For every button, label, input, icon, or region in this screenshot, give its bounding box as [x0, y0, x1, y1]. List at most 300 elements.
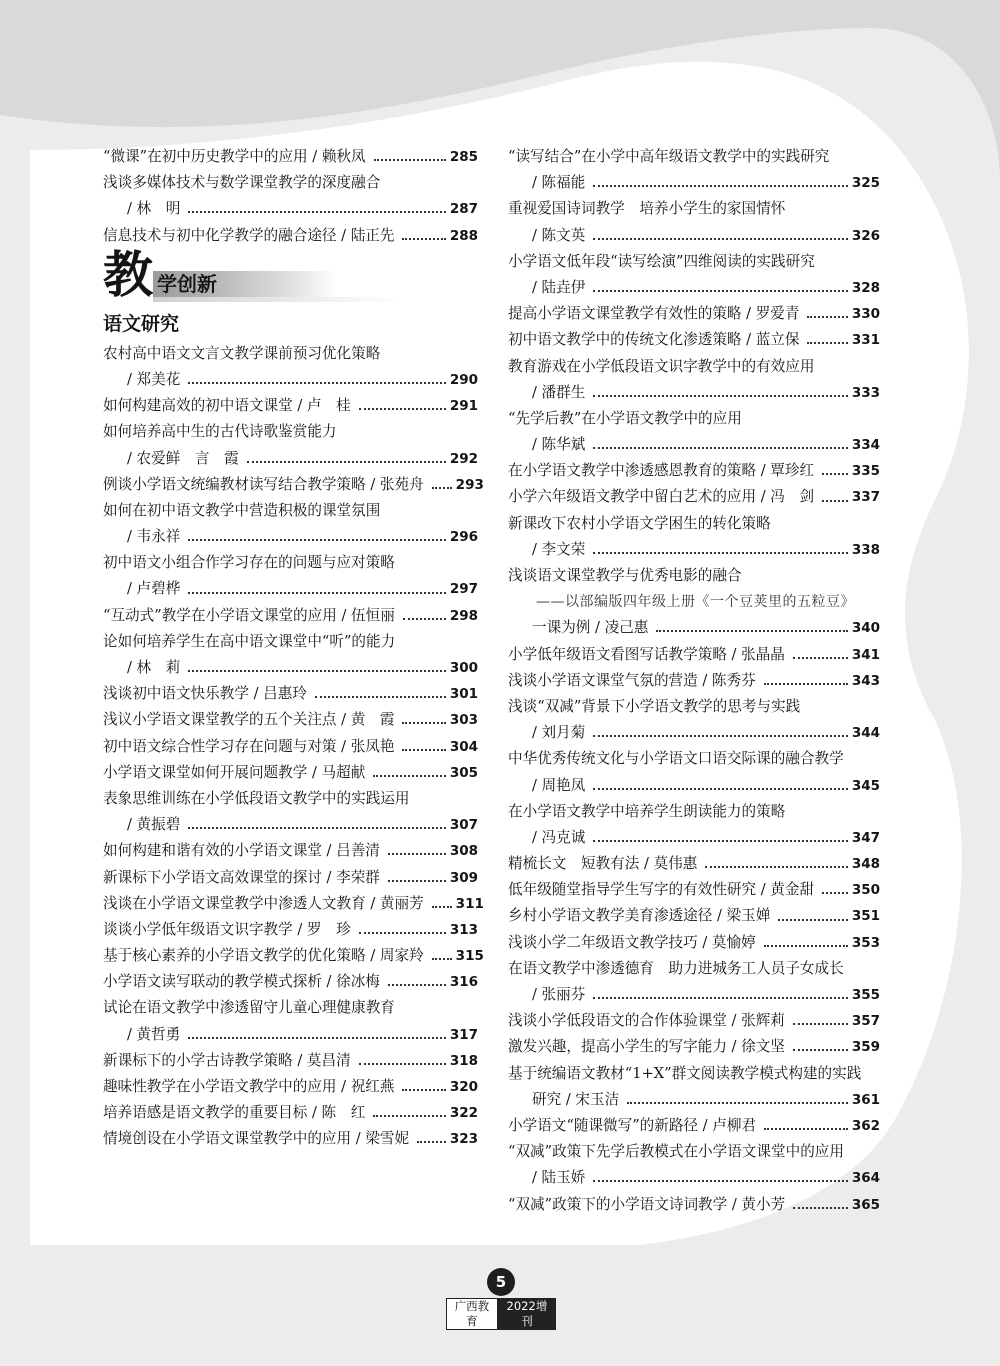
entry-page: 296 — [449, 529, 478, 546]
toc-entry[interactable] — [103, 760, 478, 786]
toc-entry[interactable] — [508, 956, 880, 1008]
entry-page: 353 — [851, 934, 880, 951]
entry-line — [508, 642, 880, 668]
entry-author-line — [103, 446, 478, 472]
toc-entry[interactable] — [103, 891, 484, 917]
leader-dots — [359, 932, 446, 934]
entry-author: / 张丽芬 — [532, 986, 586, 1003]
leader-dots — [417, 1141, 446, 1143]
leader-dots — [373, 1115, 446, 1117]
leader-dots — [374, 159, 446, 161]
entry-page: 304 — [449, 738, 478, 755]
toc-entry[interactable] — [103, 170, 478, 222]
entry-page: 293 — [455, 476, 484, 493]
entry-title: 初中语文综合性学习存在问题与对策 / 张凤艳 — [103, 737, 395, 755]
leader-dots — [188, 827, 445, 829]
toc-entry[interactable] — [508, 249, 880, 301]
entry-line — [103, 891, 484, 917]
toc-entry[interactable] — [508, 406, 880, 458]
entry-title: 新课标下小学语文高效课堂的探讨 / 李荣群 — [103, 868, 380, 886]
toc-entry[interactable] — [508, 354, 880, 406]
toc-entry[interactable] — [508, 1008, 880, 1034]
leader-dots — [432, 906, 452, 908]
leader-dots — [188, 592, 445, 594]
entry-page: 331 — [851, 332, 880, 349]
entry-author: / 林 明 — [127, 200, 181, 218]
toc-entry[interactable] — [508, 144, 880, 196]
entry-author-line — [508, 982, 880, 1008]
toc-entry[interactable] — [508, 301, 880, 327]
entry-title: 培养语感是语文教学的重要目标 / 陈 红 — [103, 1104, 366, 1122]
toc-entry[interactable] — [508, 1192, 880, 1218]
entry-page: 359 — [851, 1039, 880, 1056]
entry-page: 351 — [851, 908, 880, 925]
entry-page: 333 — [851, 384, 880, 401]
entry-author-line — [508, 432, 880, 458]
toc-entry[interactable] — [103, 223, 478, 249]
entry-title-line — [508, 354, 880, 380]
toc-entry[interactable] — [103, 707, 478, 733]
entry-title: 浅谈语文课堂教学与优秀电影的融合 — [508, 567, 742, 584]
entry-author: 一课为例 / 凌己惠 — [532, 619, 649, 637]
toc-entry[interactable] — [508, 563, 880, 642]
entry-page: 287 — [449, 201, 478, 218]
entry-author-line — [508, 537, 880, 563]
toc-entry[interactable] — [103, 629, 478, 681]
entry-title: 如何培养高中生的古代诗歌鉴赏能力 — [103, 423, 337, 441]
entry-page: 348 — [851, 856, 880, 873]
entry-author: / 黄振碧 — [127, 816, 181, 834]
entry-author-line — [508, 275, 880, 301]
leader-dots — [402, 238, 445, 240]
entry-page: 305 — [449, 764, 478, 781]
leader-dots — [402, 722, 445, 724]
toc-entry[interactable] — [103, 995, 478, 1047]
entry-page: 357 — [851, 1013, 880, 1030]
leader-dots — [188, 211, 445, 213]
leader-dots — [593, 185, 847, 187]
toc-entry[interactable] — [103, 865, 478, 891]
entry-line — [103, 734, 478, 760]
entry-title: 浅谈初中语文快乐教学 / 吕惠玲 — [103, 685, 307, 703]
leader-dots — [822, 500, 848, 502]
toc-entry[interactable] — [103, 1074, 478, 1100]
entry-title-line — [103, 629, 478, 655]
toc-entry[interactable] — [103, 838, 478, 864]
leader-dots — [403, 618, 446, 620]
entry-title: 基于核心素养的小学语文教学的优化策略 / 周家羚 — [103, 947, 424, 965]
entry-page: 309 — [449, 869, 478, 886]
entry-title: 新课标下的小学古诗教学策略 / 莫昌清 — [103, 1051, 351, 1069]
entry-page: 326 — [851, 227, 880, 244]
leader-dots — [593, 735, 847, 737]
entry-line — [103, 969, 478, 995]
toc-entry[interactable] — [508, 484, 880, 510]
entry-title: “微课”在初中历史教学中的应用 / 赖秋凤 — [103, 148, 366, 165]
entry-line — [103, 707, 478, 733]
entry-page: 364 — [851, 1170, 880, 1187]
entry-title: 试论在语文教学中渗透留守儿童心理健康教育 — [103, 999, 395, 1017]
toc-entry[interactable] — [508, 196, 880, 248]
entry-title: 重视爱国诗词教学 培养小学生的家国情怀 — [508, 200, 786, 218]
leader-dots — [778, 919, 848, 921]
toc-entry[interactable] — [508, 458, 880, 484]
entry-page: 291 — [449, 398, 478, 415]
entry-title: 小学语文“随课微写”的新路径 / 卢柳君 — [508, 1116, 757, 1134]
leader-dots — [188, 1037, 445, 1039]
entry-line — [103, 943, 484, 969]
toc-entry[interactable] — [103, 341, 478, 393]
toc-entry[interactable] — [508, 746, 880, 798]
entry-author: / 李文荣 — [532, 540, 586, 558]
entry-title: 如何在初中语文教学中营造积极的课堂氛围 — [103, 501, 381, 519]
entry-page: 334 — [851, 437, 880, 454]
entry-title: 低年级随堂指导学生写字的有效性研究 / 黄金甜 — [508, 881, 815, 899]
entry-page: 347 — [851, 829, 880, 846]
entry-line — [103, 223, 478, 249]
entry-page: 338 — [851, 541, 880, 558]
leader-dots — [793, 1023, 848, 1025]
section-big-char: 教 — [103, 244, 153, 304]
entry-line — [103, 760, 478, 786]
entry-title: “互动式”教学在小学语文课堂的应用 / 伍恒丽 — [103, 606, 395, 624]
entry-author-line — [103, 367, 478, 393]
entry-line — [508, 327, 880, 353]
toc-entry[interactable] — [103, 1048, 478, 1074]
entry-page: 301 — [449, 686, 478, 703]
entry-title: 乡村小学语文教学美育渗透途径 / 梁玉婵 — [508, 907, 771, 925]
entry-line — [103, 1100, 478, 1126]
toc-entry[interactable] — [103, 1126, 478, 1152]
entry-title-line — [103, 170, 478, 196]
entry-title: 表象思维训练在小学低段语文教学中的实践运用 — [103, 789, 410, 807]
entry-page: 337 — [851, 489, 880, 506]
entry-title: 论如何培养学生在高中语文课堂中“听”的能力 — [103, 632, 396, 650]
leader-dots — [627, 1102, 848, 1104]
magazine-issue: 2022增刊 — [498, 1298, 556, 1330]
entry-author: / 农爱鲜 言 霞 — [127, 449, 239, 467]
entry-page: 297 — [449, 581, 478, 598]
entry-page: 335 — [851, 463, 880, 480]
leader-dots — [807, 342, 847, 344]
toc-entry[interactable] — [508, 903, 880, 929]
entry-title: 在语文教学中渗透德育 助力进城务工人员子女成长 — [508, 959, 844, 977]
entry-title-line — [508, 956, 880, 982]
leader-dots — [432, 487, 452, 489]
entry-title-line — [103, 498, 478, 524]
toc-entry[interactable] — [508, 1061, 880, 1113]
entry-line — [508, 877, 880, 903]
entry-page: 318 — [449, 1052, 478, 1069]
entry-title: 浅谈“双减”背景下小学语文教学的思考与实践 — [508, 697, 801, 715]
toc-entry[interactable] — [103, 917, 478, 943]
toc-entry[interactable] — [508, 930, 880, 956]
leader-dots — [315, 696, 446, 698]
leader-dots — [359, 408, 446, 410]
entry-title: “先学后教”在小学语文教学中的应用 — [508, 409, 742, 427]
entry-line — [103, 1048, 478, 1074]
entry-title: 浅谈小学低段语文的合作体验课堂 / 张辉莉 — [508, 1012, 785, 1030]
entry-author-line — [508, 1087, 880, 1113]
entry-author-line — [103, 196, 478, 222]
entry-title-line — [103, 995, 478, 1021]
entry-title-line — [508, 563, 880, 589]
entry-author-line — [103, 655, 478, 681]
entry-page: 344 — [851, 725, 880, 742]
entry-line — [103, 603, 478, 629]
entry-title: “双减”政策下先学后教模式在小学语文课堂中的应用 — [508, 1143, 844, 1161]
entry-title-line — [103, 786, 478, 812]
entry-author: / 陆玉娇 — [532, 1169, 586, 1187]
entry-line — [103, 865, 478, 891]
toc-entry[interactable] — [508, 1113, 880, 1139]
toc-entry[interactable] — [103, 498, 478, 550]
leader-dots — [764, 1128, 848, 1130]
toc-entry[interactable] — [508, 694, 880, 746]
entry-subtitle: ——以部编版四年级上册《一个豆荚里的五粒豆》 — [536, 594, 855, 611]
toc-entry[interactable] — [508, 668, 880, 694]
entry-title: 小学语文低年段“读写绘演”四维阅读的实践研究 — [508, 252, 815, 270]
entry-title-line — [508, 1061, 880, 1087]
entry-title: 小学六年级语文教学中留白艺术的应用 / 冯 剑 — [508, 488, 815, 506]
entry-author: 研究 / 宋玉洁 — [532, 1090, 620, 1108]
toc-entry[interactable] — [103, 786, 478, 838]
entry-title: 趣味性教学在小学语文教学中的应用 / 祝红燕 — [103, 1078, 395, 1095]
entry-title: 提高小学语文课堂教学有效性的策略 / 罗爱青 — [508, 305, 800, 323]
toc-entry[interactable] — [508, 642, 880, 668]
entry-author-line — [508, 773, 880, 799]
entry-title: 浅谈小学语文课堂气氛的营造 / 陈秀芬 — [508, 671, 756, 689]
entry-title: 小学语文读写联动的教学模式探析 / 徐冰梅 — [103, 973, 380, 991]
entry-title: “双减”政策下的小学语文诗词教学 / 黄小芳 — [508, 1195, 786, 1213]
entry-title: 激发兴趣，提高小学生的写字能力 / 徐文坚 — [508, 1038, 785, 1056]
entry-title: 在小学语文教学中渗透感恩教育的策略 / 覃珍红 — [508, 462, 815, 480]
entry-title: 中华优秀传统文化与小学语文口语交际课的融合教学 — [508, 750, 844, 768]
entry-author: / 陈文英 — [532, 226, 586, 244]
entry-title: 小学语文课堂如何开展问题教学 / 马超献 — [103, 763, 366, 781]
magazine-label — [446, 1298, 556, 1330]
leader-dots — [593, 395, 847, 397]
magazine-name: 广西教育 — [446, 1298, 498, 1330]
leader-dots — [359, 1063, 446, 1065]
entry-line — [508, 1192, 880, 1218]
entry-author-line — [508, 1165, 880, 1191]
leader-dots — [793, 657, 848, 659]
entry-title-line — [508, 746, 880, 772]
entry-line — [508, 668, 880, 694]
toc-entry[interactable] — [103, 603, 478, 629]
entry-page: 298 — [449, 607, 478, 624]
entry-title: 浅谈在小学语文课堂教学中渗透人文教育 / 黄丽芳 — [103, 894, 424, 912]
entry-author-line — [508, 720, 880, 746]
entry-line — [103, 1126, 478, 1152]
entry-title-line — [103, 550, 478, 576]
entry-title: 浅谈多媒体技术与数学课堂教学的深度融合 — [103, 174, 381, 192]
entry-line — [508, 903, 880, 929]
entry-title: 信息技术与初中化学教学的融合途径 / 陆正先 — [103, 226, 395, 244]
leader-dots — [822, 892, 848, 894]
leader-dots — [388, 853, 446, 855]
leader-dots — [593, 447, 847, 449]
entry-title: 农村高中语文文言文教学课前预习优化策略 — [103, 344, 381, 362]
entry-author: / 刘月菊 — [532, 724, 586, 742]
entry-title: 浅谈小学二年级语文教学技巧 / 莫愉婷 — [508, 933, 756, 951]
leader-dots — [593, 238, 847, 240]
entry-page: 285 — [449, 149, 478, 165]
entry-page: 345 — [851, 777, 880, 794]
leader-dots — [188, 539, 445, 541]
leader-dots — [822, 473, 848, 475]
toc-entry[interactable] — [103, 550, 478, 602]
entry-author: / 韦永祥 — [127, 528, 181, 546]
entry-title: 初中语文小组合作学习存在的问题与应对策略 — [103, 554, 395, 572]
leader-dots — [247, 461, 446, 463]
entry-author-line — [508, 223, 880, 249]
subsection-title: 语文研究 — [103, 312, 180, 335]
leader-dots — [593, 997, 847, 999]
entry-title-line — [508, 1139, 880, 1165]
toc-entry[interactable] — [103, 969, 478, 995]
leader-dots — [432, 958, 452, 960]
entry-author-line — [103, 524, 478, 550]
entry-page: 313 — [449, 921, 478, 938]
entry-page: 311 — [455, 895, 484, 912]
entry-page: 300 — [449, 660, 478, 676]
entry-page: 323 — [449, 1131, 478, 1148]
entry-title: 初中语文教学中的传统文化渗透策略 / 蓝立保 — [508, 331, 800, 349]
entry-author: / 黄哲勇 — [127, 1025, 181, 1043]
toc-right-column — [508, 144, 880, 1218]
entry-title: 教育游戏在小学低段语文识字教学中的有效应用 — [508, 357, 815, 375]
entry-page: 328 — [851, 279, 880, 296]
toc-entry[interactable] — [508, 511, 880, 563]
leader-dots — [593, 840, 847, 842]
entry-title: 在小学语文教学中培养学生朗读能力的策略 — [508, 802, 786, 820]
entry-title: “读写结合”在小学中高年级语文教学中的实践研究 — [508, 148, 830, 165]
section-header — [103, 244, 478, 307]
entry-line — [508, 1034, 880, 1060]
toc-entry[interactable] — [103, 1100, 478, 1126]
leader-dots — [188, 382, 445, 384]
entry-line — [103, 144, 478, 170]
entry-line — [103, 393, 478, 419]
toc-entry[interactable] — [103, 419, 478, 471]
entry-line — [508, 484, 880, 510]
entry-line — [103, 1074, 478, 1100]
leader-dots — [656, 630, 847, 632]
entry-author: / 林 莉 — [127, 659, 181, 676]
entry-author: / 卢碧桦 — [127, 580, 181, 598]
toc-entry[interactable] — [508, 799, 880, 851]
entry-subtitle-line — [508, 589, 880, 615]
entry-author: / 郑美花 — [127, 370, 181, 388]
entry-title-line — [508, 799, 880, 825]
entry-title-line — [508, 249, 880, 275]
toc-entry[interactable] — [508, 1139, 880, 1191]
entry-title-line — [103, 419, 478, 445]
entry-title-line — [508, 144, 880, 170]
entry-line — [103, 472, 484, 498]
entry-page: 322 — [449, 1105, 478, 1122]
toc-entry[interactable] — [103, 734, 478, 760]
entry-page: 320 — [449, 1079, 478, 1095]
leader-dots — [188, 670, 445, 672]
toc-entry[interactable] — [508, 1034, 880, 1060]
entry-title: 如何构建和谐有效的小学语文课堂 / 吕善清 — [103, 842, 380, 860]
entry-author-line — [103, 812, 478, 838]
entry-line — [508, 1113, 880, 1139]
toc-entry[interactable] — [508, 877, 880, 903]
entry-author: / 陆垚伊 — [532, 278, 586, 296]
leader-dots — [593, 1180, 847, 1182]
leader-dots — [593, 788, 847, 790]
entry-title-line — [508, 694, 880, 720]
entry-page: 317 — [449, 1026, 478, 1043]
entry-page: 292 — [449, 450, 478, 467]
entry-page: 341 — [851, 646, 880, 663]
entry-page: 316 — [449, 974, 478, 991]
entry-author-line — [508, 170, 880, 196]
entry-author: / 冯克诚 — [532, 828, 586, 846]
entry-page: 308 — [449, 843, 478, 860]
entry-page: 290 — [449, 371, 478, 388]
leader-dots — [388, 880, 446, 882]
toc-entry[interactable] — [103, 943, 484, 969]
entry-page: 361 — [851, 1091, 880, 1108]
leader-dots — [793, 1207, 848, 1209]
page-number: 5 — [487, 1268, 515, 1296]
entry-line — [103, 838, 478, 864]
entry-page: 343 — [851, 672, 880, 689]
entry-page: 288 — [449, 227, 478, 244]
entry-line — [508, 301, 880, 327]
entry-author-line — [508, 615, 880, 641]
toc-entry[interactable] — [508, 327, 880, 353]
entry-page: 355 — [851, 987, 880, 1003]
leader-dots — [764, 945, 848, 947]
entry-title: 基于统编语文教材“1+X”群文阅读教学模式构建的实践 — [508, 1064, 862, 1082]
entry-title: 如何构建高效的初中语文课堂 / 卢 桂 — [103, 397, 351, 415]
entry-author-line — [508, 380, 880, 406]
entry-page: 315 — [455, 948, 484, 965]
entry-author: / 陈华斌 — [532, 436, 586, 454]
leader-dots — [593, 552, 847, 554]
toc-entry[interactable] — [103, 472, 484, 498]
entry-title-line — [508, 196, 880, 222]
toc-entry[interactable] — [103, 144, 478, 170]
entry-author: / 周艳凤 — [532, 776, 586, 794]
leader-dots — [705, 866, 847, 868]
section-title: 学创新 — [153, 271, 337, 297]
leader-dots — [388, 984, 446, 986]
toc-entry[interactable] — [103, 681, 478, 707]
entry-line — [508, 1008, 880, 1034]
entry-title: 情境创设在小学语文课堂教学中的应用 / 梁雪妮 — [103, 1130, 410, 1148]
leader-dots — [402, 749, 445, 751]
entry-page: 330 — [851, 306, 880, 323]
entry-author-line — [103, 576, 478, 602]
entry-line — [103, 681, 478, 707]
entry-title: 小学低年级语文看图写话教学策略 / 张晶晶 — [508, 645, 785, 663]
entry-page: 362 — [851, 1117, 880, 1134]
entry-title: 浅议小学语文课堂教学的五个关注点 / 黄 霞 — [103, 711, 395, 729]
entry-line — [508, 851, 880, 877]
toc-entry[interactable] — [103, 393, 478, 419]
toc-entry[interactable] — [508, 851, 880, 877]
entry-line — [508, 930, 880, 956]
entry-line — [508, 458, 880, 484]
entry-title-line — [103, 341, 478, 367]
